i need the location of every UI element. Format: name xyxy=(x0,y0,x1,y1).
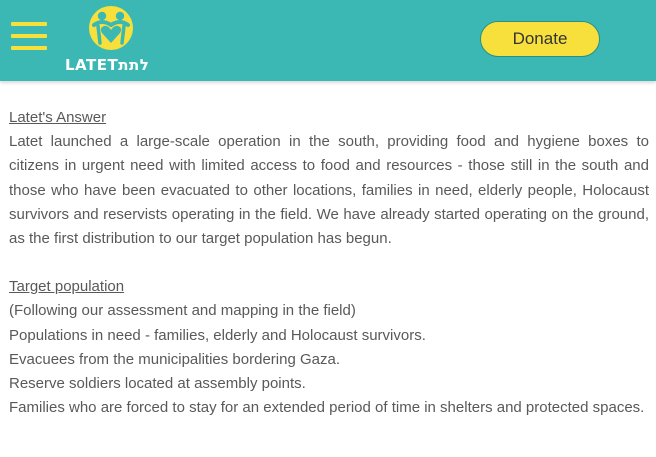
site-header xyxy=(0,0,656,81)
answer-heading: Latet's Answer xyxy=(9,109,107,126)
article-body xyxy=(9,106,649,420)
hamburger-menu-icon[interactable] xyxy=(11,22,47,50)
target-line: Populations in need - families, elderly and Holocaust survivors. xyxy=(9,326,426,344)
target-line: Families who are forced to stay for an extended period of time in shelters and protected spaces. xyxy=(9,399,645,417)
brand-name: LATETלתת xyxy=(65,56,150,74)
latet-logo[interactable] xyxy=(62,5,162,77)
donate-button[interactable]: Donate xyxy=(480,21,600,57)
answer-paragraph: Latet launched a large-scale operation in the south, providing food and hygiene boxes to citizens in urgent need with limited access to food and resources - those still in the south and those who have been evacuated to other locations, families in need, elderly people, Holocaust survivors and reservists operating in the field. We have already started operating on the ground, as the first distribution to our target population has begun. xyxy=(9,133,649,248)
logo-people-heart-icon xyxy=(88,5,134,51)
target-line: Reserve soldiers located at assembly points. xyxy=(9,375,306,393)
target-line: Evacuees from the municipalities bordering Gaza. xyxy=(9,350,340,368)
target-heading: Target population xyxy=(9,278,125,296)
target-line: (Following our assessment and mapping in the field) xyxy=(9,302,356,320)
